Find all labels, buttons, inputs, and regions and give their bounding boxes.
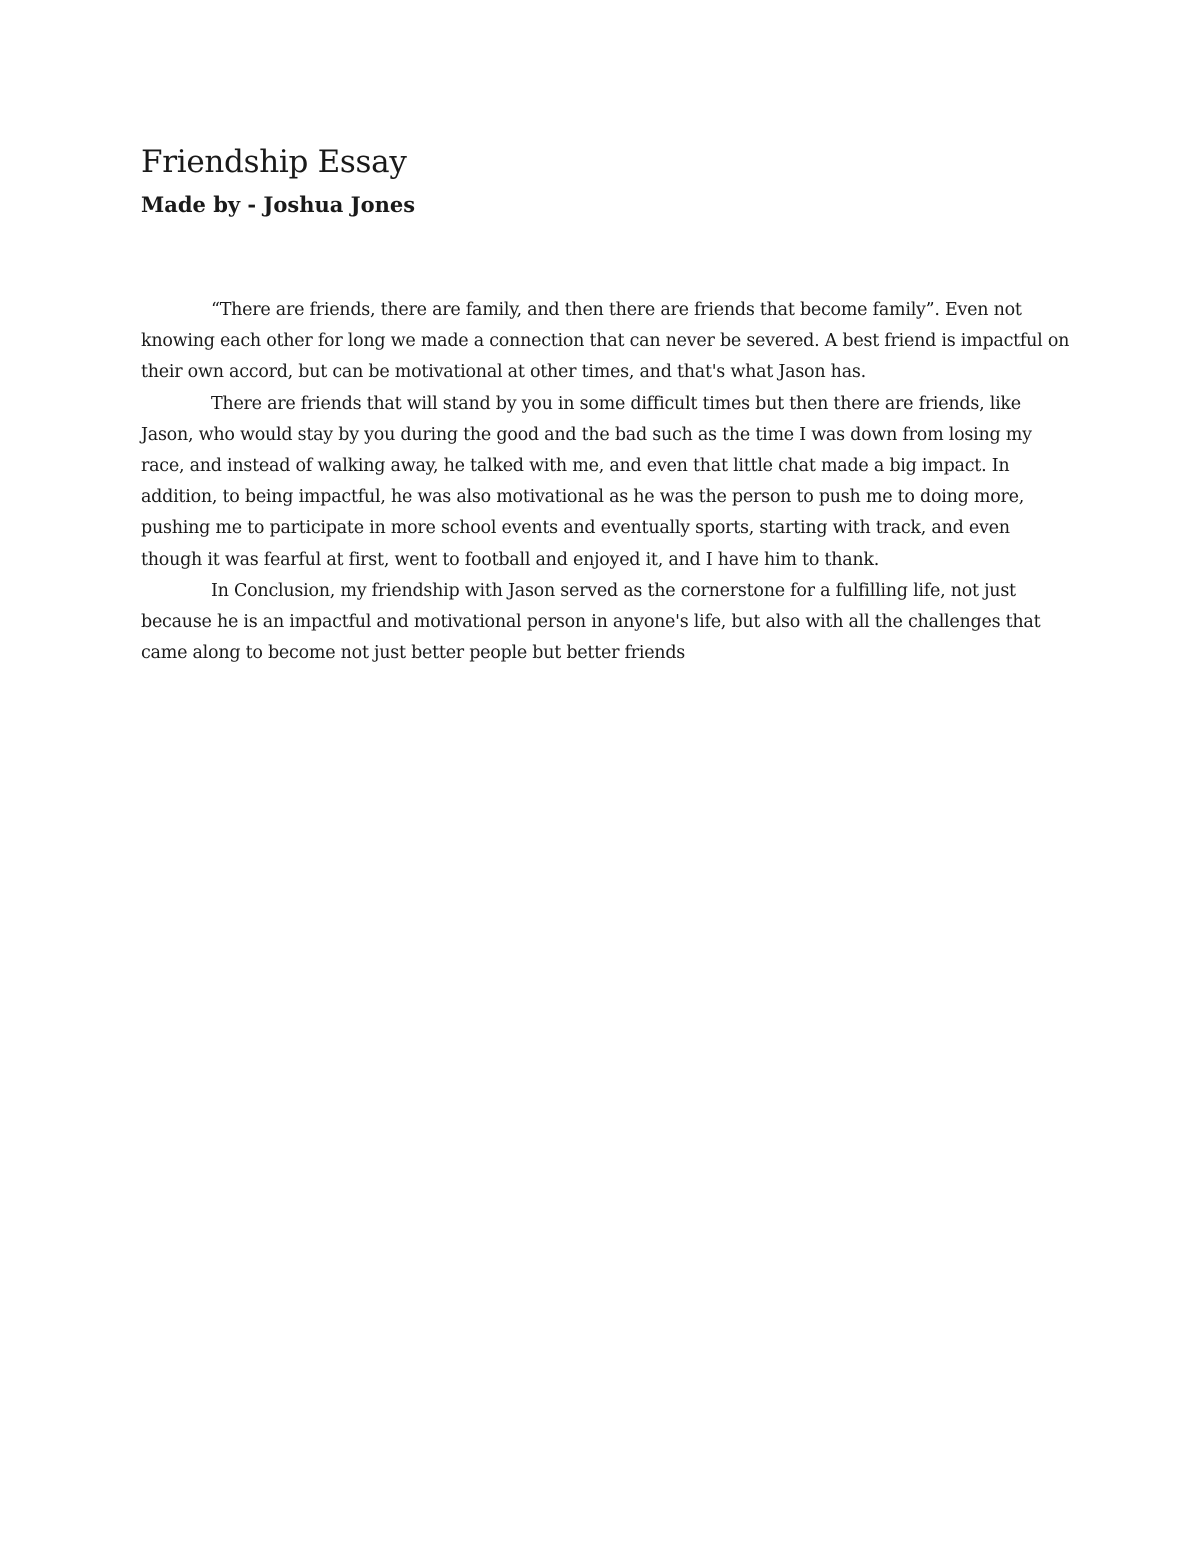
document-byline: Made by - Joshua Jones (141, 192, 416, 217)
essay-paragraph-conclusion: In Conclusion, my friendship with Jason served as the cornerstone for a fulfilling life, not just because he is an impactful and motivational person in anyone's life, but also with all the challenges that came along to become not just better people but better friends (141, 580, 1041, 664)
essay-paragraph-intro: “There are friends, there are family, and then there are friends that become family”. Even not knowing each other for long we made a connection that can never be severed. A best friend is impactful on their own accord, but can be motivational at other times, and that's what Jason has. (141, 300, 1070, 383)
document-title: Friendship Essay (141, 144, 407, 180)
essay-paragraph-body: There are friends that will stand by you in some difficult times but then there are friends, like Jason, who would stay by you during the good and the bad such as the time I was down from losing my race, and instead of walking away, he talked with me, and even that little chat made a big impact. In addition, to being impactful, he was also motivational as he was the person to push me to doing more, pushing me to participate in more school events and eventually sports, starting with track, and even though it was fearful at first, went to football and enjoyed it, and I have him to thank. (141, 393, 1032, 570)
essay-body (141, 295, 1071, 669)
